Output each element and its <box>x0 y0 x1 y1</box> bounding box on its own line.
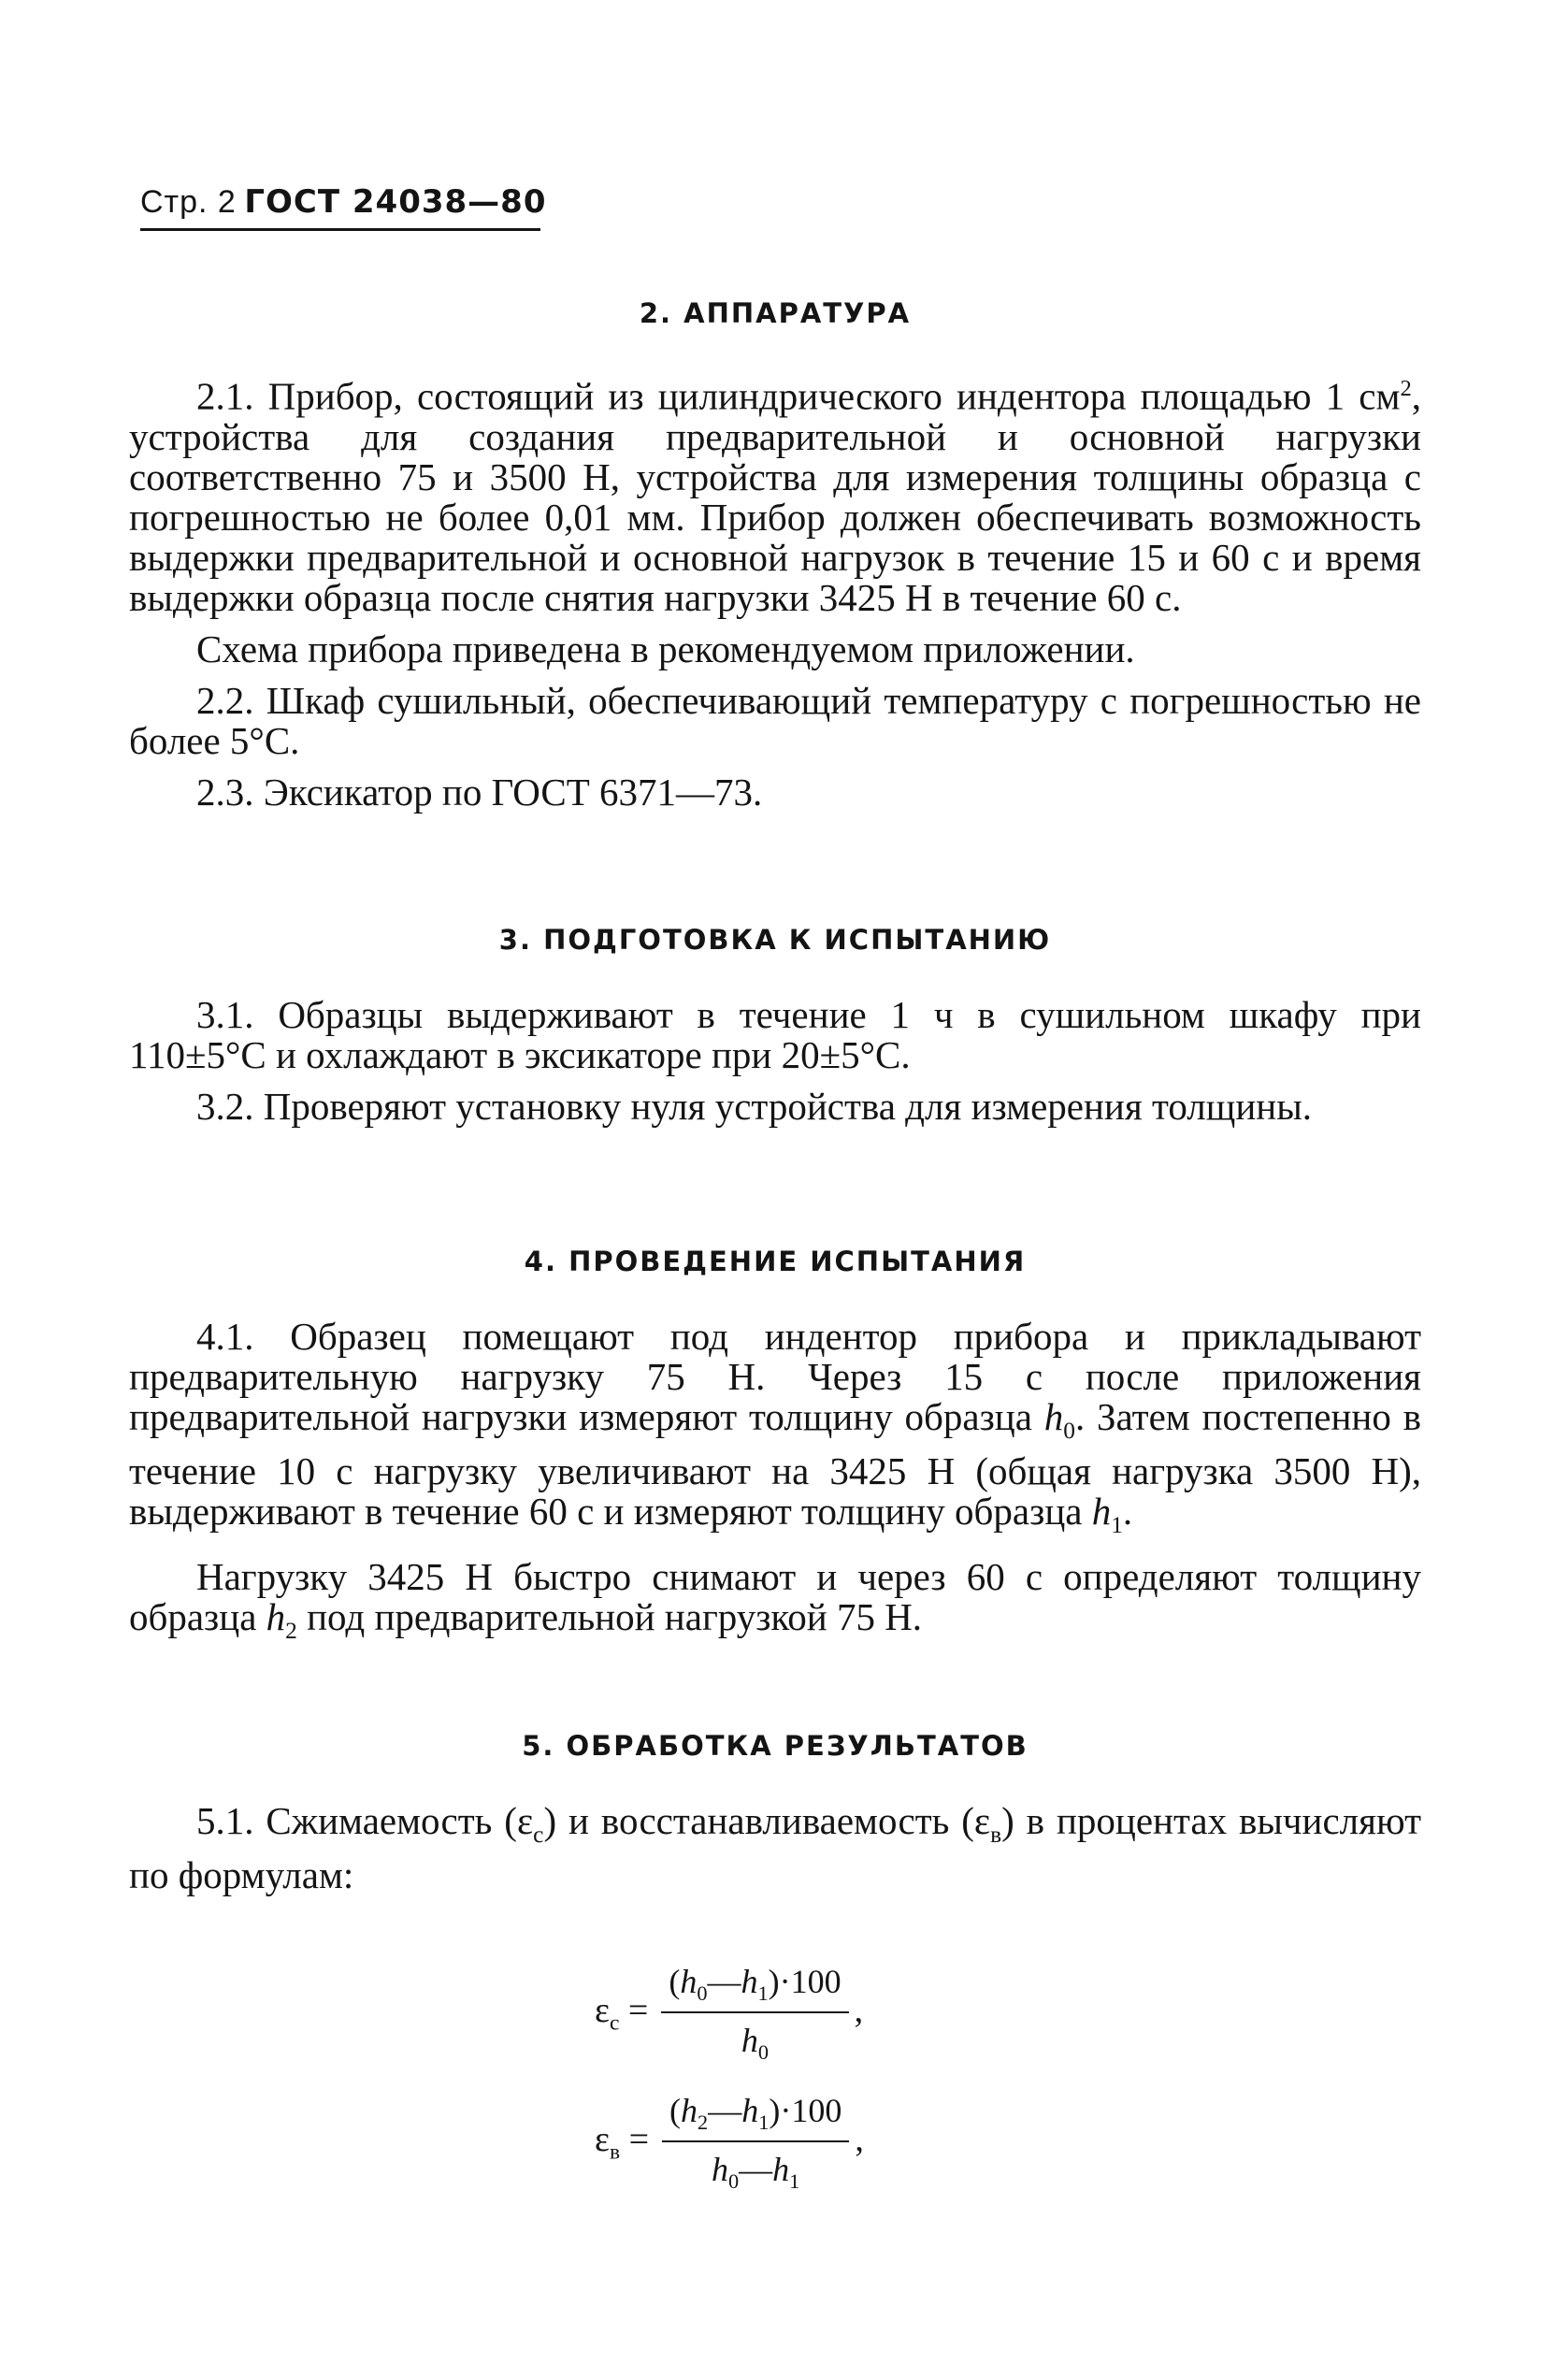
page-number-label: Стр. 2 <box>140 184 237 220</box>
text-run: , устройства для создания предварительной и основной нагрузки соответственно 75 и 3500 Н, устройства для измерения толщины образца с погрешностью не более 0,01 мм. Прибор должен обеспечивать возможность выдержки предварительной и основной нагрузок в течение 15 и 60 с и время выдержки образца после снятия нагрузки 3425 Н в течение 60 с. <box>129 374 1421 619</box>
formula-recoverability <box>595 2091 864 2194</box>
paragraph-3-1: 3.1. Образцы выдерживают в течение 1 ч в сушильном шкафу при 110±5°С и охлаждают в эксикаторе при 20±5°С. <box>129 993 1421 1076</box>
text-run: 2.1. Прибор, состоящий из цилиндрического индентора площадью 1 см <box>196 374 1401 418</box>
variable-h: h <box>741 2022 758 2060</box>
paragraph-4-2 <box>129 1557 1421 1651</box>
text-run: . Затем постепенно в течение 10 с нагрузку увеличивают на 3425 Н (общая нагрузка 3500 Н), выдерживают в течение 60 с и измеряют толщину образца <box>129 1395 1421 1534</box>
subscript: 0 <box>728 2169 740 2194</box>
minus-sign: — <box>708 2092 742 2129</box>
section-testing <box>129 1246 1421 1664</box>
variable-h: h <box>681 2092 698 2129</box>
text-run: 4.1. Образец помещают под индентор прибора и прикладывают предварительную нагрузку 75 Н. Через 15 с после приложения предварительной нагрузки измеряют толщину образца <box>129 1315 1421 1438</box>
section-apparatus <box>129 297 1421 824</box>
text-run: )·100 <box>768 1963 842 2000</box>
equals-sign: = <box>627 1991 649 2031</box>
section-title: 4. ПРОВЕДЕНИЕ ИСПЫТАНИЯ <box>524 1246 1027 1277</box>
formula-lhs <box>595 2119 649 2166</box>
subscript: 0 <box>757 2040 770 2065</box>
subscript: 2 <box>285 1618 297 1645</box>
subscript: 0 <box>697 1981 708 2006</box>
superscript: 2 <box>1400 376 1412 401</box>
numerator <box>661 1962 848 2013</box>
text-run: под предварительной нагрузкой 75 Н. <box>296 1595 923 1639</box>
text-run: . <box>1122 1490 1133 1534</box>
text-run: Нагрузку 3425 Н быстро снимают и через 60 с определяют толщину образца <box>129 1555 1421 1639</box>
numerator <box>662 2091 849 2142</box>
text-run: ( <box>669 2092 682 2129</box>
subscript: в <box>990 1822 1002 1849</box>
paragraph-2-2: 2.2. Шкаф сушильный, обеспечивающий температуру с погрешностью не более 5°С. <box>129 678 1421 762</box>
section-preparation <box>129 924 1421 1138</box>
equals-sign: = <box>628 2120 650 2160</box>
paragraph-4-1 <box>129 1317 1421 1546</box>
section-results <box>129 1730 1421 1907</box>
minus-sign: — <box>707 1963 741 2000</box>
epsilon-symbol: ε <box>595 1991 610 2031</box>
variable-h: h <box>1091 1490 1112 1534</box>
formula-lhs <box>595 1990 648 2037</box>
paragraph-scheme: Схема прибора приведена в рекомендуемом приложении. <box>196 627 1135 670</box>
subscript: 2 <box>698 2111 709 2135</box>
subscript: в <box>609 2140 621 2165</box>
paragraph-2-1 <box>129 368 1421 618</box>
subscript: 1 <box>1111 1512 1123 1539</box>
minus-sign: — <box>739 2151 773 2189</box>
variable-h: h <box>266 1595 286 1639</box>
standard-code: ГОСТ 24038—80 <box>244 183 547 221</box>
text-run: )·100 <box>769 2092 842 2129</box>
formula-comma: , <box>855 2120 864 2159</box>
variable-h: h <box>741 1963 758 2000</box>
variable-h: h <box>772 2151 790 2189</box>
paragraph-3-2: 3.2. Проверяют установку нуля устройства для измерения толщины. <box>196 1085 1313 1128</box>
section-title: 3. ПОДГОТОВКА К ИСПЫТАНИЮ <box>498 924 1052 956</box>
formula-comma: , <box>854 1991 864 2030</box>
text-run: ) и восстанавливаемость (ε <box>543 1799 991 1842</box>
subscript: с <box>609 2010 620 2036</box>
subscript: 0 <box>1063 1418 1075 1445</box>
subscript: 1 <box>789 2169 800 2194</box>
variable-h: h <box>1043 1395 1064 1438</box>
fraction <box>661 1962 848 2065</box>
epsilon-symbol: ε <box>595 2120 610 2160</box>
variable-h: h <box>741 2092 759 2129</box>
subscript: 1 <box>757 1981 769 2006</box>
header-rule <box>140 228 540 231</box>
denominator <box>741 2013 769 2065</box>
formula-compressibility <box>595 1962 863 2065</box>
section-title: 5. ОБРАБОТКА РЕЗУЛЬТАТОВ <box>522 1730 1029 1762</box>
variable-h: h <box>680 1963 698 2000</box>
page-header <box>140 183 547 221</box>
fraction <box>662 2091 849 2194</box>
subscript: с <box>533 1822 544 1849</box>
variable-h: h <box>712 2151 729 2189</box>
subscript: 1 <box>758 2111 770 2135</box>
paragraph-2-3: 2.3. Эксикатор по ГОСТ 6371—73. <box>196 770 763 814</box>
text-run: 5.1. Сжимаемость (ε <box>196 1799 534 1842</box>
paragraph-5-1 <box>129 1801 1421 1895</box>
text-run: ( <box>669 1963 681 2000</box>
denominator <box>712 2142 799 2194</box>
section-title: 2. АППАРАТУРА <box>639 297 912 329</box>
text-run: ) в процентах вычисляют по формулам: <box>129 1799 1421 1897</box>
